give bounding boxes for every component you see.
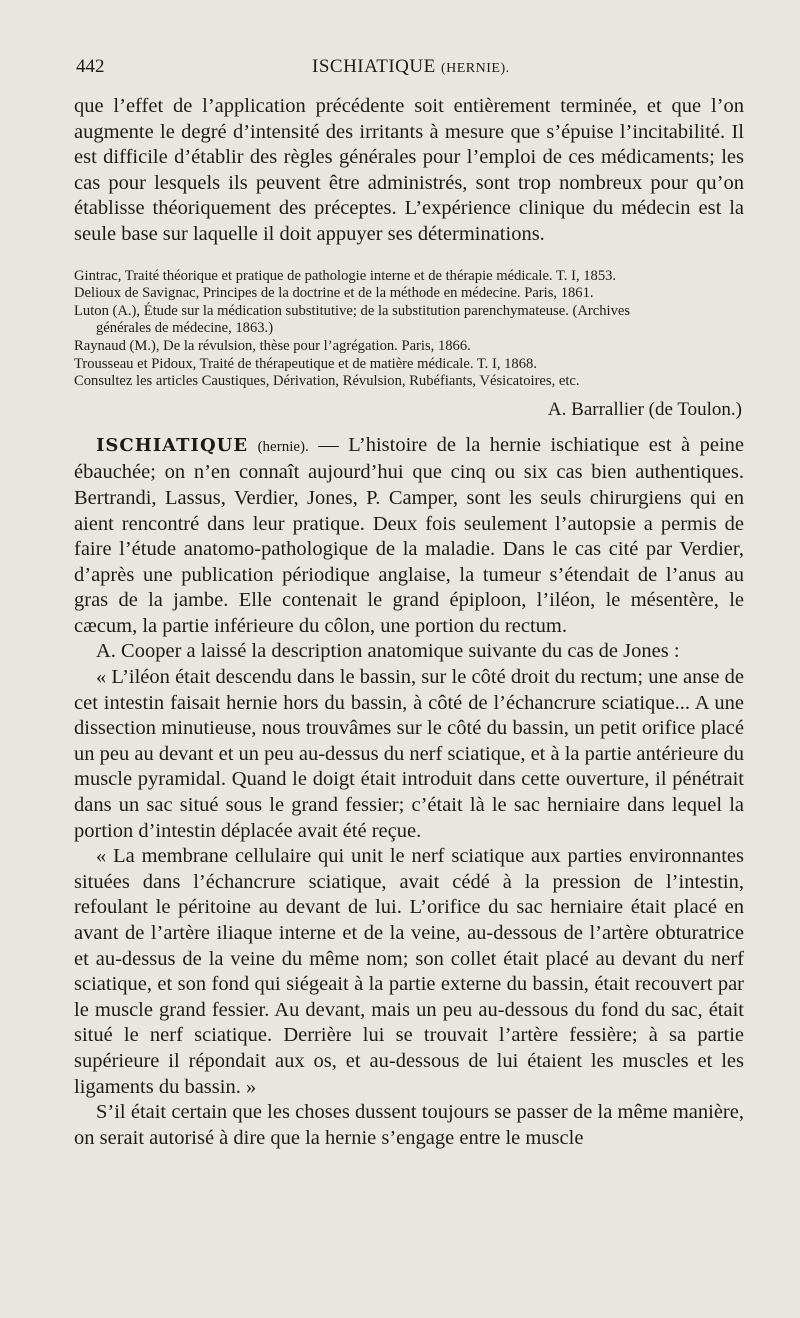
author-signature: A. Barrallier (de Toulon.) [547,398,742,420]
running-title [312,56,510,78]
reference-item: Consultez les articles Caustiques, Dérivation, Révulsion, Rubéfiants, Vésicatoires, etc. [74,373,580,390]
reference-item: Luton (A.), Étude sur la médication substitutive; de la substitution parenchymateuse. (Archives [74,302,631,319]
entry-title: ISCHIATIQUE [96,434,249,456]
running-head [74,52,744,82]
page-number: 442 [76,56,105,77]
running-title-main: ISCHIATIQUE [312,56,436,77]
bibliography [74,268,744,391]
entry-paragraph-1-text: — L’histoire de la hernie ischiatique est à peine ébauchée; on n’en connaît aujourd’hui que cinq ou six cas bien authentiques. Bertrandi, Lassus, Verdier, Jones, P. Camper, sont les seuls chirurgiens qui en aient rencontré dans leur pratique. Deux fois seulement l’autopsie a permis de faire l’étude anatomo-pathologique de la maladie. Dans le cas cité par Verdier, d’après une publication périodique anglaise, la tumeur s’étendait de l’anus au gras de la jambe. Elle contenait le grand épiploon, l’iléon, le mésentère, le cæcum, la partie inférieure du côlon, une portion du rectum. [74,433,744,637]
reference-item: Delioux de Savignac, Principes de la doctrine et de la méthode en médecine. Paris, 1861. [74,285,594,302]
entry-paragraph-5: S’il était certain que les choses dussent toujours se passer de la même manière, on serait autorisé à dire que la hernie s’engage entre le muscle [74,1101,744,1149]
entry-qualifier: (hernie). [257,438,309,455]
reference-item: Gintrac, Traité théorique et pratique de pathologie interne et de thérapie médicale. T. I, 1853. [74,267,617,284]
intro-paragraph: que l’effet de l’application précédente soit entièrement terminée, et que l’on augmente le degré d’intensité des irritants à mesure que s’épuise l’incitabilité. Il est difficile d’établir des règles générales pour l’emploi de ces médicaments; les cas pour lesquels ils peuvent être administrés, sont trop nombreux pour qu’on établisse théoriquement des préceptes. L’expérience clinique du médecin est la seule base sur laquelle il doit appuyer ses déterminations. [74,95,744,245]
entry-paragraph-3: « L’iléon était descendu dans le bassin, sur le côté droit du rectum; une anse de cet intestin faisait hernie hors du bassin, à côté de l’échancrure sciatique... A une dissection minutieuse, nous trouvâmes sur le côté du bassin, un petit orifice placé un peu au devant et un peu au-dessus du nerf sciatique, et à la partie antérieure du muscle pyramidal. Quand le doigt était introduit dans cette ouverture, il pénétrait dans un sac situé sous le grand fessier; c’était là le sac herniaire dans lequel la portion d’intestin déplacée avait été reçue. [74,666,744,842]
running-title-qualifier: (HERNIE). [440,61,510,76]
entry-paragraph-1 [74,433,744,640]
entry-paragraph-4: « La membrane cellulaire qui unit le nerf sciatique aux parties environnantes situées dans l’échancrure sciatique, avait cédé à la pression de l’intestin, refoulant le péritoine au devant de lui. L’orifice du sac herniaire était placé en avant de l’artère iliaque interne et de la veine, au-dessous de l’artère obturatrice et au-dessus de la veine du même nom; son collet était placé au devant du nerf sciatique, et son fond qui siégeait à la partie externe du bassin, était recouvert par le muscle grand fessier. Au devant, mais un peu au-dessous du fond du sac, était situé le nerf sciatique. Derrière lui se trouvait l’artère fessière; à sa partie supérieure il répondait aux os, et au-dessous de lui étaient les muscles et les ligaments du bassin. » [74,845,744,1098]
reference-item: Trousseau et Pidoux, Traité de thérapeutique et de matière médicale. T. I, 1868. [74,355,537,372]
reference-item: Raynaud (M.), De la révulsion, thèse pour l’agrégation. Paris, 1866. [74,337,471,354]
reference-item: générales de médecine, 1863.) [96,320,274,337]
entry-paragraph-2: A. Cooper a laissé la description anatomique suivante du cas de Jones : [96,640,680,663]
